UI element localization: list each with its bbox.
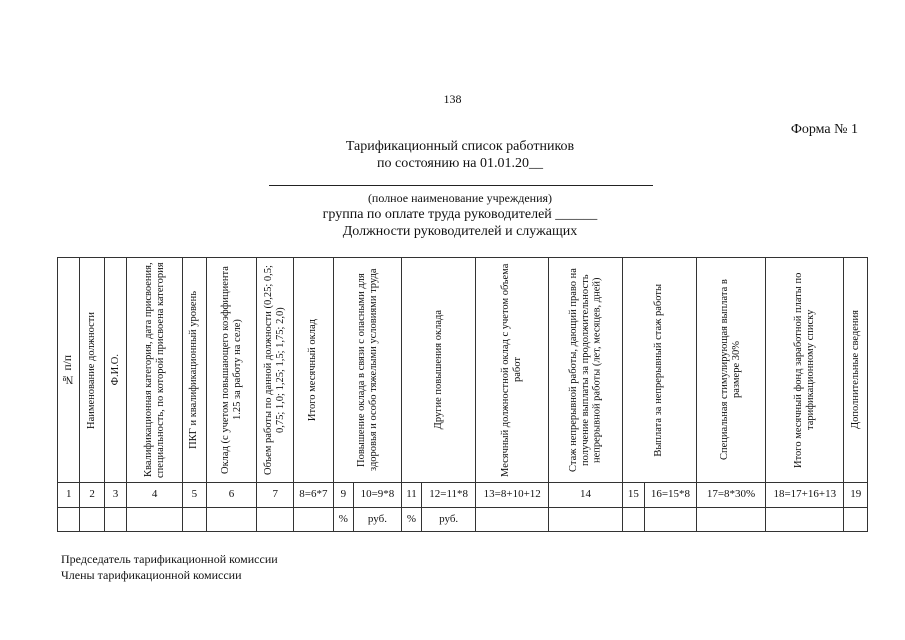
column-number: 7 [257,483,294,508]
page-number: 138 [443,92,462,106]
unit-cell: руб. [354,508,402,532]
commission-chair-label: Председатель тарификационной комиссии [61,552,278,566]
header-label: Стаж непрерывной работы, дающий право на получение выплаты за продолжительность непрерывной работы (лет, месяцев, дней) [567,268,603,472]
column-number: 6 [206,483,257,508]
document-date-line: по состоянию на 01.01.20__ [376,156,544,171]
column-number: 18=17+16+13 [766,483,844,508]
header-label: ПКГ и квалификационный уровень [188,291,200,449]
column-number: 19 [844,483,868,508]
header-cell [696,258,765,483]
unit-cell [549,508,622,532]
unit-cell [696,508,765,532]
header-cell [549,258,622,483]
header-cell [766,258,844,483]
header-cell [80,258,104,483]
unit-cell [104,508,126,532]
column-number: 3 [104,483,126,508]
unit-cell [844,508,868,532]
column-number: 13=8+10+12 [476,483,549,508]
unit-cell [476,508,549,532]
unit-row [58,508,868,532]
unit-cell [294,508,334,532]
column-number: 14 [549,483,622,508]
form-label: Форма № 1 [790,122,858,137]
header-cell [294,258,334,483]
unit-cell [622,508,644,532]
unit-cell: % [401,508,421,532]
header-label: Выплата за непрерывный стаж работы [653,283,665,457]
unit-cell [645,508,697,532]
column-number: 4 [127,483,183,508]
header-label: Наименование должности [86,311,98,429]
header-cell [844,258,868,483]
header-label: Дополнительные сведения [849,310,861,430]
column-number: 16=15*8 [645,483,697,508]
unit-cell [183,508,206,532]
column-number: 17=8*30% [696,483,765,508]
header-cell [476,258,549,483]
header-cell [183,258,206,483]
header-label: Повышение оклада в связи с опасными для здоровья и особо тяжелыми условиями труда [355,268,379,472]
unit-cell [257,508,294,532]
table-header-row [58,258,868,483]
institution-name-caption: (полное наименование учреждения) [367,191,553,205]
document-title: Тарификационный список работников [345,139,575,154]
unit-cell: % [333,508,353,532]
column-number: 10=9*8 [354,483,402,508]
unit-cell [766,508,844,532]
header-cell [401,258,475,483]
column-number: 9 [333,483,353,508]
header-cell [333,258,401,483]
header-label: Другие повышения оклада [432,310,444,430]
column-number: 5 [183,483,206,508]
header-label: № п/п [62,354,75,386]
header-label: Итого месячный фонд заработной платы по тарификационному списку [793,272,816,468]
unit-cell [206,508,257,532]
unit-cell [58,508,80,532]
header-cell [104,258,126,483]
header-label: Квалификационная категория, дата присвоения, специальность, по которой присвоена категория [142,262,166,478]
header-label: Итого месячный оклад [307,318,319,422]
header-label: Месячный должностной оклад с учетом объема работ [500,263,524,477]
column-number: 12=11*8 [422,483,476,508]
header-cell [58,258,80,483]
header-label: Оклад (с учетом повышающего коэффициента 1.25 за работу на селе) [219,266,243,474]
institution-name-underline [269,185,653,186]
column-number: 15 [622,483,644,508]
header-cell [206,258,257,483]
header-label: Объем работы по данной должности (0,25; 0,5; 0,75; 1,0; 1,25; 1,5; 1,75; 2,0) [263,265,287,475]
column-number: 8=6*7 [294,483,334,508]
column-number: 11 [401,483,421,508]
header-label: Специальная стимулирующая выплата в размере 30% [719,279,742,461]
column-number: 1 [58,483,80,508]
header-cell [257,258,294,483]
column-number-row [58,483,868,508]
positions-heading: Должности руководителей и служащих [342,224,578,239]
tariff-table [57,257,868,532]
header-cell [127,258,183,483]
header-label: Ф.И.О. [109,354,121,386]
unit-cell [127,508,183,532]
pay-group-line: группа по оплате труда руководителей ______ [322,207,598,222]
column-number: 2 [80,483,104,508]
unit-cell [80,508,104,532]
header-cell [622,258,696,483]
commission-members-label: Члены тарификационной комиссии [61,568,242,582]
unit-cell: руб. [422,508,476,532]
